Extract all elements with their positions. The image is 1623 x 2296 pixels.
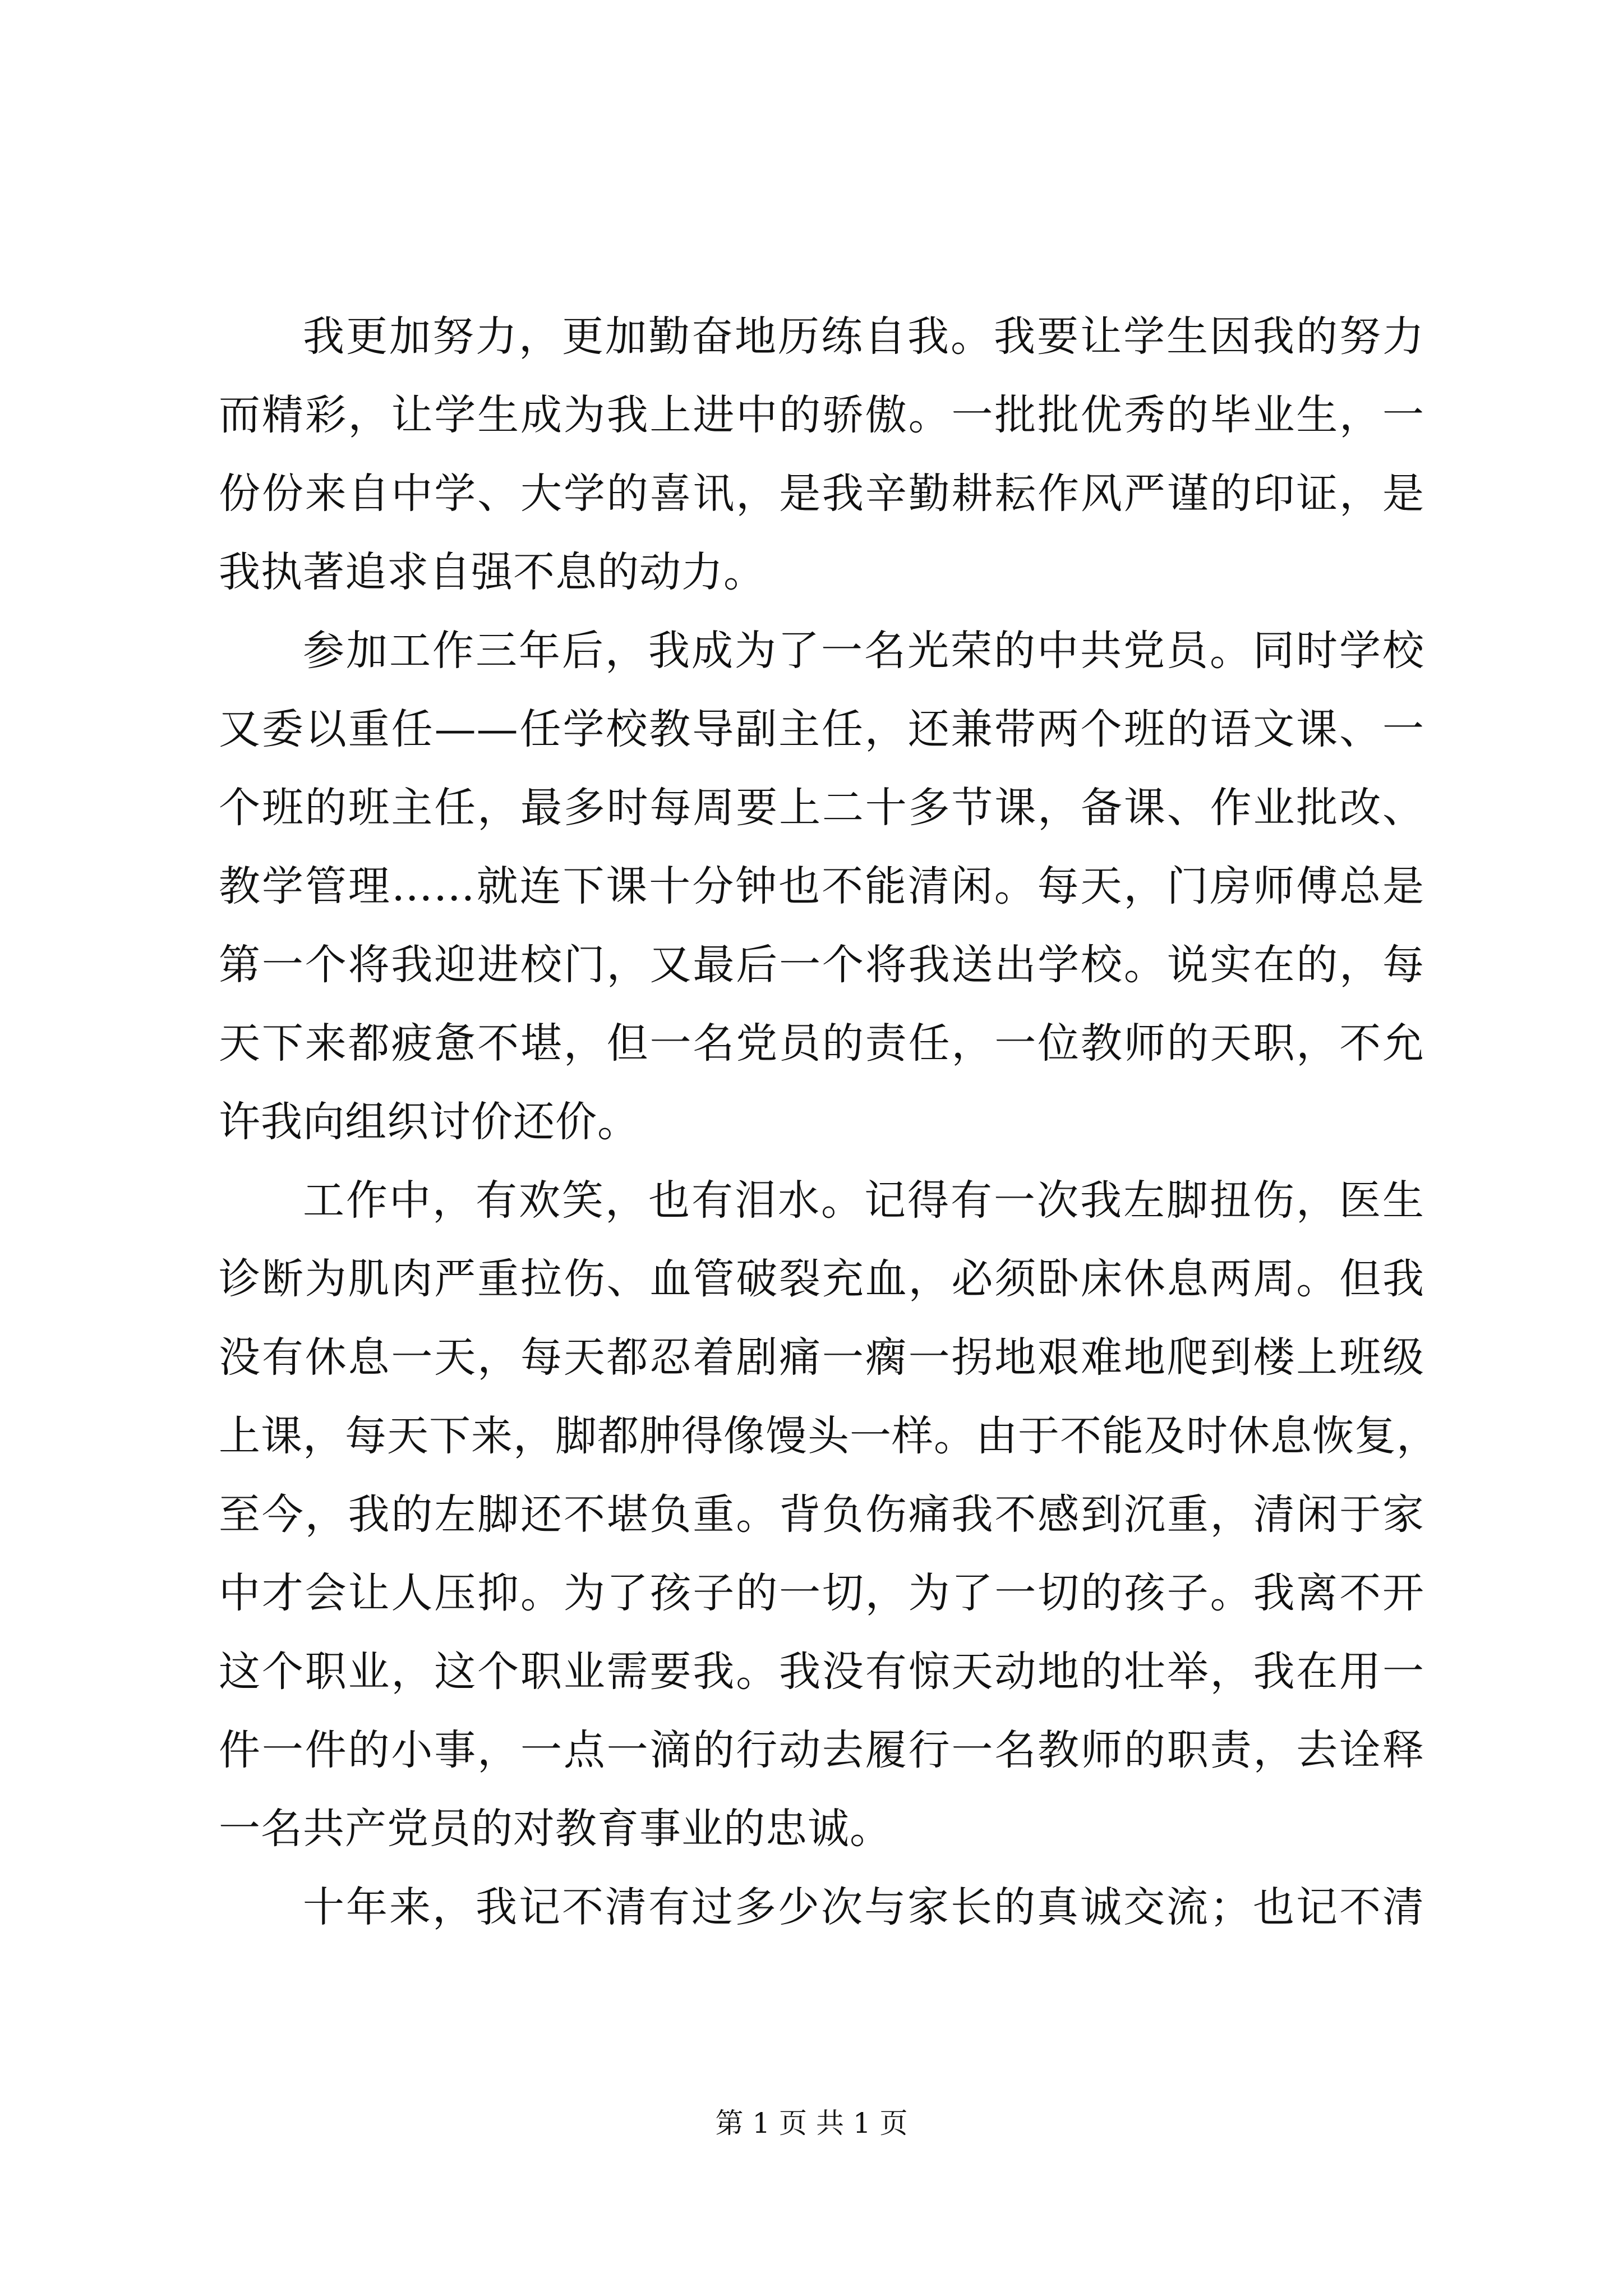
text-line: 第一个将我迎进校门，又最后一个将我送出学校。说实在的，每 [219,941,1424,989]
text-line: 工作中，有欢笑，也有泪水。记得有一次我左脚扭伤，医生 [303,1176,1424,1225]
text-line: 教学管理……就连下课十分钟也不能清闲。每天，门房师傅总是 [219,862,1424,910]
text-line: 中才会让人压抑。为了孩子的一切，为了一切的孩子。我离不开 [219,1569,1424,1617]
paragraph [219,1161,1438,1868]
text-line: 上课，每天下来，脚都肿得像馒头一样。由于不能及时休息恢复， [219,1412,1438,1460]
text-line: 许我向组织讨价还价。 [219,1098,639,1146]
text-line: 这个职业，这个职业需要我。我没有惊天动地的壮举，我在用一 [219,1648,1424,1696]
paragraph [219,297,1424,611]
paragraph [219,1868,1424,1947]
text-line: 一名共产党员的对教育事业的忠诚。 [219,1805,892,1853]
page-footer [0,2104,1623,2143]
paragraph [219,611,1424,1161]
text-line: 至今，我的左脚还不堪负重。背负伤痛我不感到沉重，清闲于家 [219,1490,1424,1539]
text-line: 我更加努力，更加勤奋地历练自我。我要让学生因我的努力 [303,312,1424,361]
text-line: 份份来自中学、大学的喜讯，是我辛勤耕耘作风严谨的印证，是 [219,470,1424,518]
text-line: 我执著追求自强不息的动力。 [219,548,766,596]
text-line: 又委以重任——任学校教导副主任，还兼带两个班的语文课、一 [219,705,1424,753]
text-line: 诊断为肌肉严重拉伤、血管破裂充血，必须卧床休息两周。但我 [219,1255,1424,1303]
text-line: 没有休息一天，每天都忍着剧痛一瘸一拐地艰难地爬到楼上班级 [219,1333,1424,1382]
text-line: 个班的班主任，最多时每周要上二十多节课，备课、作业批改、 [219,784,1424,832]
text-line: 件一件的小事，一点一滴的行动去履行一名教师的职责，去诠释 [219,1726,1424,1774]
text-line: 参加工作三年后，我成为了一名光荣的中共党员。同时学校 [303,627,1424,675]
text-line: 而精彩，让学生成为我上进中的骄傲。一批批优秀的毕业生，一 [219,391,1424,439]
page-number-label: 第 1 页 共 1 页 [715,2107,908,2139]
text-line: 十年来，我记不清有过多少次与家长的真诚交流；也记不清 [303,1883,1424,1931]
document-body [219,297,1438,1947]
text-line: 天下来都疲惫不堪，但一名党员的责任，一位教师的天职，不允 [219,1019,1424,1068]
